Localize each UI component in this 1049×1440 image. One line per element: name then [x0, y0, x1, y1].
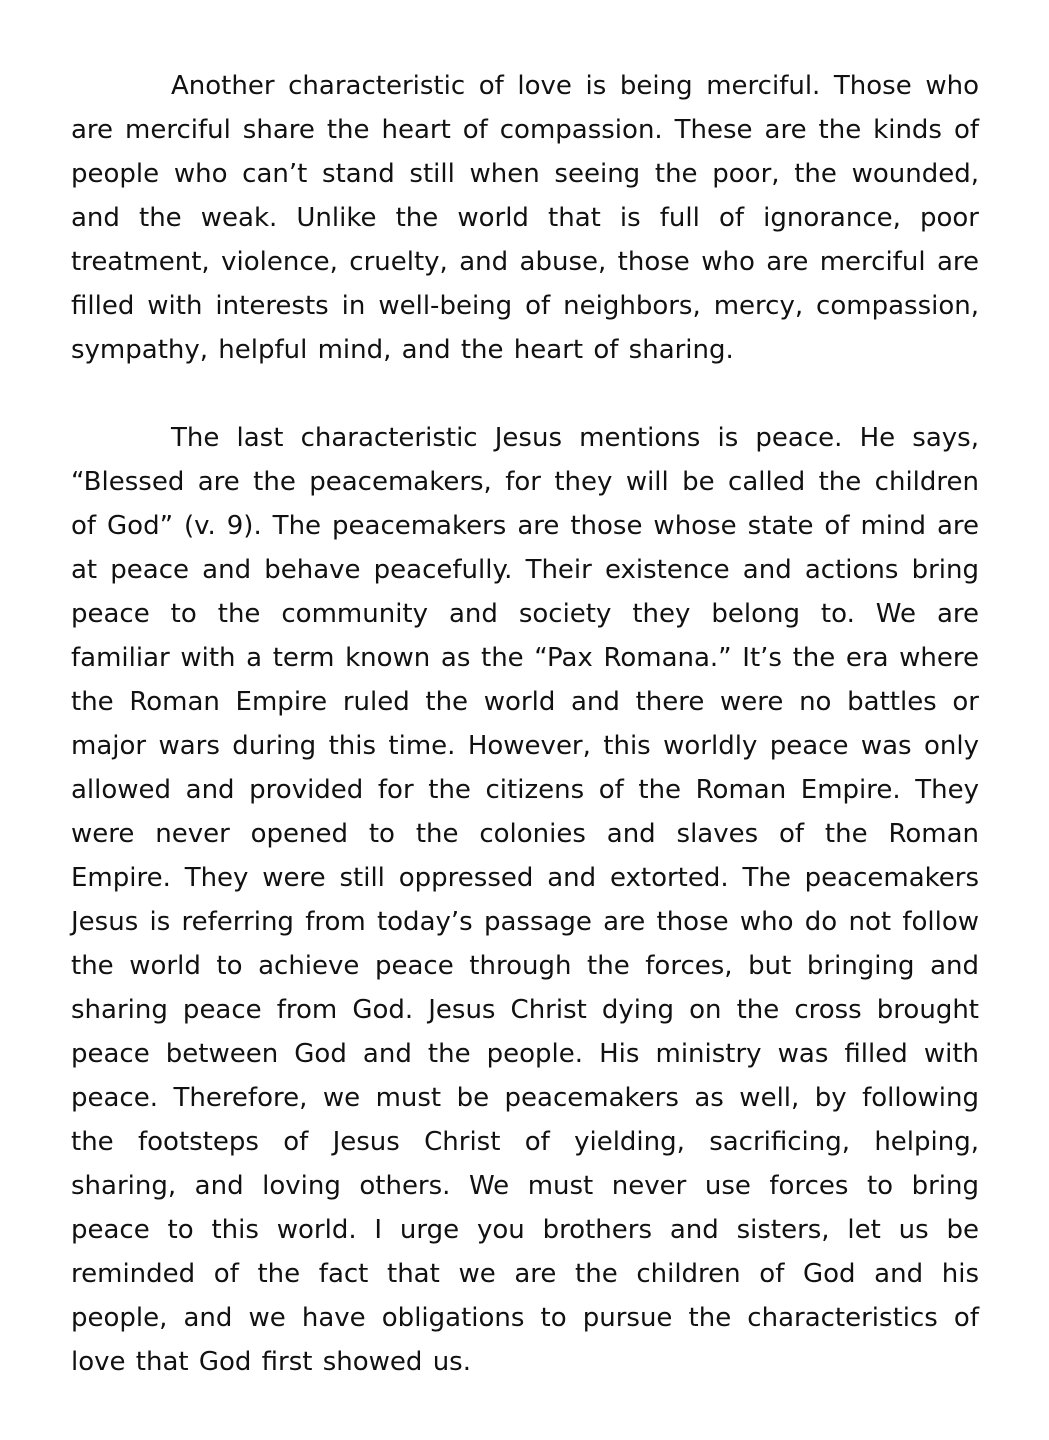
- document-page: [71, 64, 979, 1384]
- paragraph-peace: The last characteristic Jesus mentions is peace. He says, “Blessed are the peacemakers, for they will be called the children of God” (v. 9). The peacemakers are those whose state of mind are at peace and behave peacefully. Their existence and actions bring peace to the community and society they belong to. We are familiar with a term known as the “Pax Romana.” It’s the era where the Roman Empire ruled the world and there were no battles or major wars during this time. However, this worldly peace was only allowed and provided for the citizens of the Roman Empire. They were never opened to the colonies and slaves of the Roman Empire. They were still oppressed and extorted. The peacemakers Jesus is referring from today’s passage are those who do not follow the world to achieve peace through the forces, but bringing and sharing peace from God. Jesus Christ dying on the cross brought peace between God and the people. His ministry was filled with peace. Therefore, we must be peacemakers as well, by following the footsteps of Jesus Christ of yielding, sacrificing, helping, sharing, and loving others. We must never use forces to bring peace to this world. I urge you brothers and sisters, let us be reminded of the fact that we are the children of God and his people, and we have obligations to pursue the characteristics of love that God first showed us.: [71, 423, 979, 1377]
- paragraph-mercy: Another characteristic of love is being merciful. Those who are merciful share the heart of compassion. These are the kinds of people who can’t stand still when seeing the poor, the wounded, and the weak. Unlike the world that is full of ignorance, poor treatment, violence, cruelty, and abuse, those who are merciful are filled with interests in well-being of neighbors, mercy, compassion, sympathy, helpful mind, and the heart of sharing.: [71, 71, 979, 365]
